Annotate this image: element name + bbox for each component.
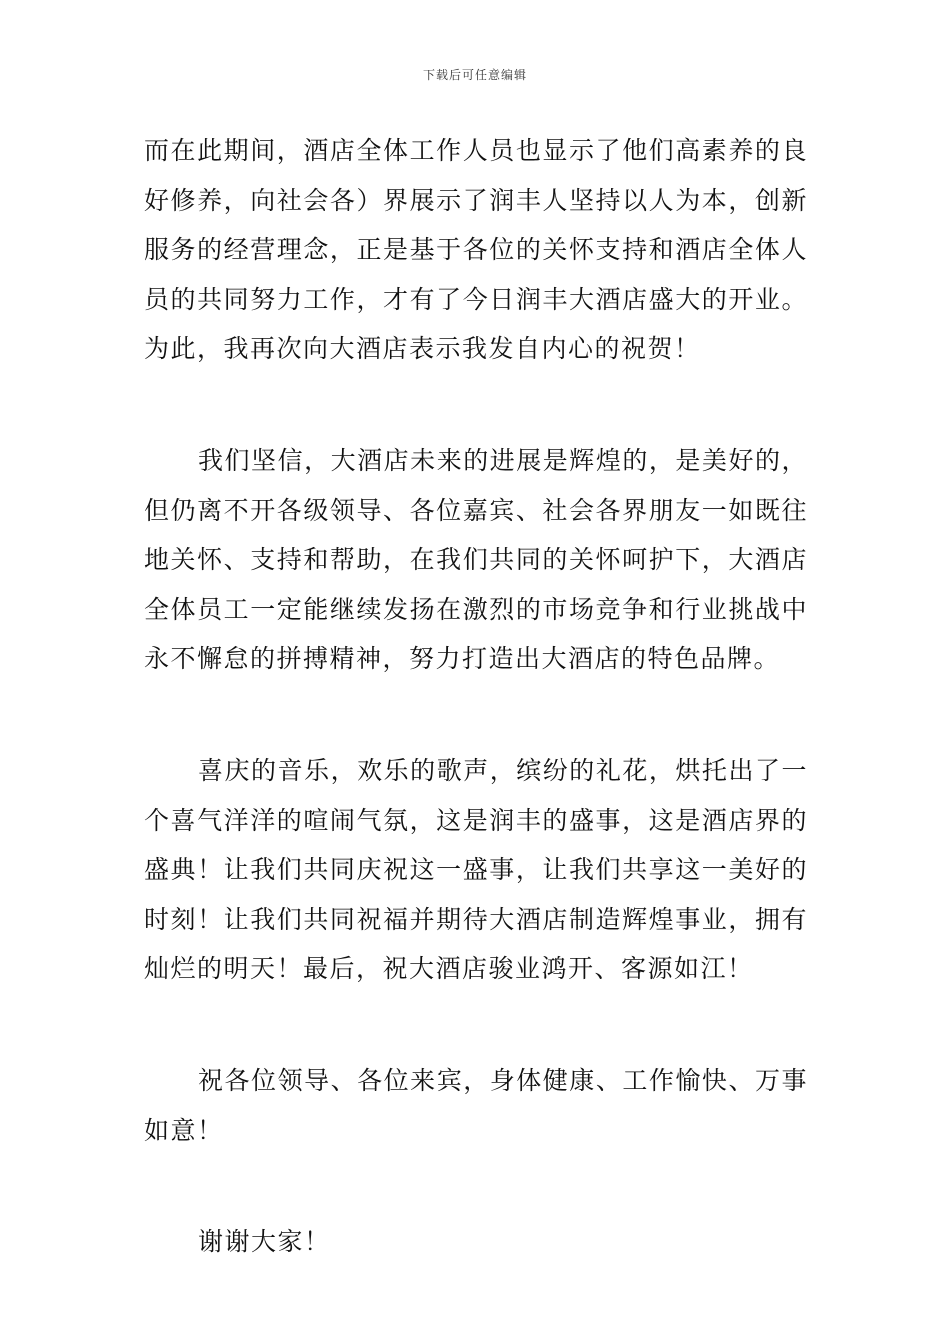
paragraph-celebration: 喜庆的音乐，欢乐的歌声，缤纷的礼花，烘托出了一个喜气洋洋的喧闹气氛，这是润丰的盛事，这是酒店界的盛典！让我们共同庆祝这一盛事，让我们共享这一美好的时刻！让我们共同祝福并期待大酒店制造辉煌事业，拥有灿烂的明天！最后，祝大酒店骏业鸿开、客源如江！ [144, 755, 808, 984]
paragraph-opening-continuation: 而在此期间，酒店全体工作人员也显示了他们高素养的良好修养，向社会各）界展示了润丰人坚持以人为本，创新服务的经营理念，正是基于各位的关怀支持和酒店全体人员的共同努力工作，才有了今日润丰大酒店盛大的开业。为此，我再次向大酒店表示我发自内心的祝贺！ [144, 136, 808, 364]
paragraph-blessing: 祝各位领导、各位来宾，身体健康、工作愉快、万事如意！ [144, 1065, 808, 1145]
paragraph-future-outlook: 我们坚信，大酒店未来的进展是辉煌的，是美好的，但仍离不开各级领导、各位嘉宾、社会各界朋友一如既往地关怀、支持和帮助，在我们共同的关怀呵护下，大酒店全体员工一定能继续发扬在激烈的市场竞争和行业挑战中永不懈怠的拼搏精神，努力打造出大酒店的特色品牌。 [144, 445, 808, 674]
document-body [144, 126, 808, 1267]
page-header-note: 下载后可任意编辑 [422, 68, 527, 82]
paragraph-closing-thanks: 谢谢大家！ [198, 1227, 331, 1257]
